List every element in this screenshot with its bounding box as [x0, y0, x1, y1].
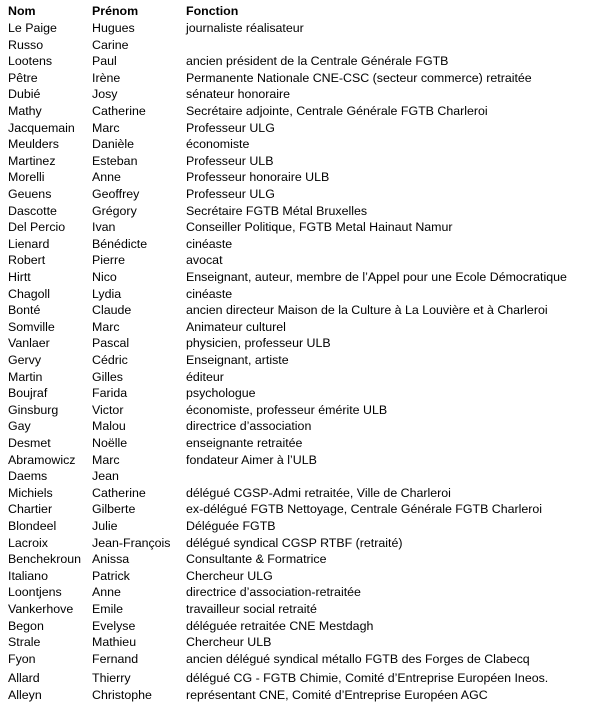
cell-fonction: économiste: [186, 137, 250, 152]
cell-prenom: Pierre: [92, 253, 126, 268]
cell-nom: Robert: [8, 253, 46, 268]
cell-prenom: Grégory: [92, 203, 137, 218]
table-row: [0, 634, 615, 650]
table-row: [0, 501, 615, 517]
cell-prenom: Patrick: [92, 568, 130, 583]
cell-nom: Lienard: [8, 236, 50, 251]
cell-prenom: Marc: [92, 120, 120, 135]
header-nom: Nom: [8, 4, 36, 18]
table-row: [0, 269, 615, 285]
cell-nom: Jacquemain: [8, 120, 75, 135]
table-row: [0, 53, 615, 69]
cell-fonction: déléguée retraitée CNE Mestdagh: [186, 618, 374, 633]
cell-fonction: psychologue: [186, 386, 256, 401]
table-row: [0, 136, 615, 152]
cell-prenom: Gilles: [92, 369, 123, 384]
cell-fonction: directrice d’association-retraitée: [186, 585, 361, 600]
table-row: [0, 302, 615, 318]
table-row: [0, 651, 615, 667]
table-row: [0, 618, 615, 634]
cell-nom: Dascotte: [8, 203, 57, 218]
cell-nom: Vankerhove: [8, 602, 74, 616]
cell-prenom: Jean-François: [92, 535, 171, 550]
header-prenom: Prénom: [92, 4, 139, 18]
cell-nom: Alleyn: [8, 688, 42, 702]
cell-nom: Gervy: [8, 353, 42, 367]
table-header: [0, 3, 615, 19]
cell-nom: Daems: [8, 469, 48, 484]
cell-prenom: Evelyse: [92, 618, 136, 633]
cell-fonction: cinéaste: [186, 236, 233, 251]
cell-prenom: Noëlle: [92, 436, 128, 450]
cell-nom: Somville: [8, 319, 55, 334]
cell-nom: Chagoll: [8, 286, 51, 301]
cell-nom: Ginsburg: [8, 402, 59, 417]
cell-fonction: Chercheur ULB: [186, 635, 272, 650]
cell-fonction: enseignante retraitée: [186, 436, 303, 450]
table-row: [0, 435, 615, 451]
table-row: [0, 86, 615, 102]
cell-fonction: Enseignant, auteur, membre de l’Appel pour une Ecole Démocratique: [186, 270, 567, 284]
table-row: [0, 186, 615, 202]
cell-nom: Meulders: [8, 137, 59, 152]
cell-prenom: Hugues: [92, 21, 135, 35]
cell-fonction: délégué syndical CGSP RTBF (retraité): [186, 535, 403, 550]
cell-prenom: Anissa: [92, 552, 130, 567]
cell-fonction: Secrétaire FGTB Métal Bruxelles: [186, 203, 368, 218]
cell-fonction: Animateur culturel: [186, 319, 286, 334]
cell-nom: Chartier: [8, 502, 53, 517]
cell-nom: Gay: [8, 419, 31, 434]
cell-fonction: délégué CG - FGTB Chimie, Comité d’Entreprise Européen Ineos.: [186, 671, 549, 686]
cell-fonction: ancien président de la Centrale Générale FGTB: [186, 54, 449, 69]
table-row: [0, 335, 615, 351]
cell-fonction: Professeur honoraire ULB: [186, 170, 330, 185]
cell-fonction: sénateur honoraire: [186, 87, 291, 102]
table-row: [0, 20, 615, 36]
table-row: [0, 687, 615, 703]
cell-fonction: éditeur: [186, 369, 224, 384]
cell-nom: Lacroix: [8, 535, 48, 550]
table-row: [0, 518, 615, 534]
cell-nom: Italiano: [8, 568, 48, 583]
cell-fonction: ancien directeur Maison de la Culture à La Louvière et à Charleroi: [186, 303, 548, 318]
cell-prenom: Fernand: [92, 651, 139, 666]
cell-prenom: Claude: [92, 303, 132, 318]
header-fonction: Fonction: [186, 4, 239, 18]
cell-nom: Geuens: [8, 187, 52, 201]
table-row: [0, 37, 615, 53]
cell-prenom: Irène: [92, 70, 121, 85]
cell-prenom: Danièle: [92, 137, 135, 152]
cell-fonction: Professeur ULG: [186, 120, 275, 135]
table-row: [0, 418, 615, 434]
cell-nom: Pêtre: [8, 70, 38, 85]
table-row: [0, 485, 615, 501]
cell-nom: Abramowicz: [8, 452, 76, 467]
table-row: [0, 153, 615, 169]
table-row: [0, 169, 615, 185]
cell-prenom: Anne: [92, 170, 121, 185]
cell-nom: Lootens: [8, 54, 53, 69]
cell-fonction: Professeur ULG: [186, 187, 275, 201]
table-row: [0, 568, 615, 584]
cell-prenom: Catherine: [92, 104, 146, 118]
cell-nom: Benchekroun: [8, 552, 82, 567]
cell-nom: Allard: [8, 671, 40, 686]
table-row: [0, 452, 615, 468]
table-row: [0, 120, 615, 136]
cell-fonction: ancien délégué syndical métallo FGTB des Forges de Clabecq: [186, 651, 530, 666]
cell-prenom: Bénédicte: [92, 236, 148, 251]
cell-fonction: économiste, professeur émérite ULB: [186, 402, 388, 417]
cell-nom: Bonté: [8, 303, 41, 318]
cell-fonction: Conseiller Politique, FGTB Metal Hainaut Namur: [186, 220, 453, 235]
cell-fonction: travailleur social retraité: [186, 602, 317, 616]
cell-prenom: Lydia: [92, 286, 122, 301]
table-row: [0, 601, 615, 617]
cell-fonction: Secrétaire adjointe, Centrale Générale FGTB Charleroi: [186, 104, 488, 118]
cell-prenom: Marc: [92, 319, 120, 334]
cell-prenom: Cédric: [92, 353, 128, 367]
cell-prenom: Malou: [92, 419, 126, 434]
table-row: [0, 319, 615, 335]
cell-fonction: Consultante & Formatrice: [186, 552, 327, 567]
cell-nom: Dubié: [8, 87, 41, 102]
cell-prenom: Jean: [92, 469, 119, 484]
cell-nom: Morelli: [8, 170, 45, 185]
cell-nom: Desmet: [8, 436, 51, 450]
cell-prenom: Julie: [92, 519, 118, 533]
cell-nom: Blondeel: [8, 519, 57, 533]
cell-fonction: fondateur Aimer à l’ULB: [186, 452, 317, 467]
table-row: [0, 402, 615, 418]
cell-prenom: Esteban: [92, 153, 138, 168]
cell-fonction: Permanente Nationale CNE-CSC (secteur commerce) retraitée: [186, 70, 532, 85]
cell-nom: Russo: [8, 37, 44, 52]
cell-nom: Vanlaer: [8, 336, 50, 351]
cell-nom: Del Percio: [8, 220, 66, 235]
cell-prenom: Josy: [92, 87, 118, 102]
cell-prenom: Catherine: [92, 485, 146, 500]
cell-fonction: Déléguée FGTB: [186, 519, 276, 533]
cell-nom: Boujraf: [8, 386, 48, 401]
table-row: [0, 584, 615, 600]
table-row: [0, 219, 615, 235]
cell-fonction: Enseignant, artiste: [186, 353, 289, 367]
cell-prenom: Emile: [92, 602, 123, 616]
cell-prenom: Anne: [92, 585, 121, 600]
cell-fonction: Professeur ULB: [186, 153, 274, 168]
cell-nom: Martinez: [8, 153, 56, 168]
cell-prenom: Mathieu: [92, 635, 137, 650]
table-row: [0, 352, 615, 368]
table-row: [0, 236, 615, 252]
cell-prenom: Ivan: [92, 220, 116, 235]
table-row: [0, 252, 615, 268]
cell-fonction: directrice d’association: [186, 419, 312, 434]
table-row: [0, 535, 615, 551]
cell-fonction: avocat: [186, 253, 223, 268]
cell-nom: Martin: [8, 369, 43, 384]
cell-nom: Begon: [8, 618, 44, 633]
cell-prenom: Farida: [92, 386, 128, 401]
cell-fonction: cinéaste: [186, 286, 233, 301]
cell-prenom: Paul: [92, 54, 117, 69]
cell-prenom: Thierry: [92, 671, 131, 686]
cell-fonction: physicien, professeur ULB: [186, 336, 331, 351]
cell-prenom: Carine: [92, 37, 129, 52]
table-row: [0, 551, 615, 567]
cell-fonction: journaliste réalisateur: [186, 21, 304, 35]
cell-nom: Le Paige: [8, 21, 57, 35]
cell-prenom: Geoffrey: [92, 187, 140, 201]
cell-nom: Mathy: [8, 104, 42, 118]
cell-nom: Hirtt: [8, 270, 31, 284]
table-row: [0, 468, 615, 484]
cell-nom: Strale: [8, 635, 41, 650]
cell-prenom: Christophe: [92, 688, 152, 702]
cell-fonction: ex-délégué FGTB Nettoyage, Centrale Générale FGTB Charleroi: [186, 502, 543, 517]
cell-fonction: délégué CGSP-Admi retraitée, Ville de Charleroi: [186, 485, 451, 500]
table-row: [0, 369, 615, 385]
table-row: [0, 103, 615, 119]
table-row: [0, 70, 615, 86]
table-row: [0, 385, 615, 401]
cell-fonction: Chercheur ULG: [186, 568, 273, 583]
cell-prenom: Gilberte: [92, 502, 136, 517]
table-row: [0, 670, 615, 686]
cell-fonction: représentant CNE, Comité d’Entreprise Européen AGC: [186, 688, 488, 702]
cell-prenom: Marc: [92, 452, 120, 467]
cell-prenom: Pascal: [92, 336, 130, 351]
cell-prenom: Victor: [92, 402, 124, 417]
cell-nom: Fyon: [8, 651, 36, 666]
cell-nom: Michiels: [8, 485, 53, 500]
table-row: [0, 286, 615, 302]
table-row: [0, 203, 615, 219]
cell-prenom: Nico: [92, 270, 117, 284]
cell-nom: Loontjens: [8, 585, 62, 600]
